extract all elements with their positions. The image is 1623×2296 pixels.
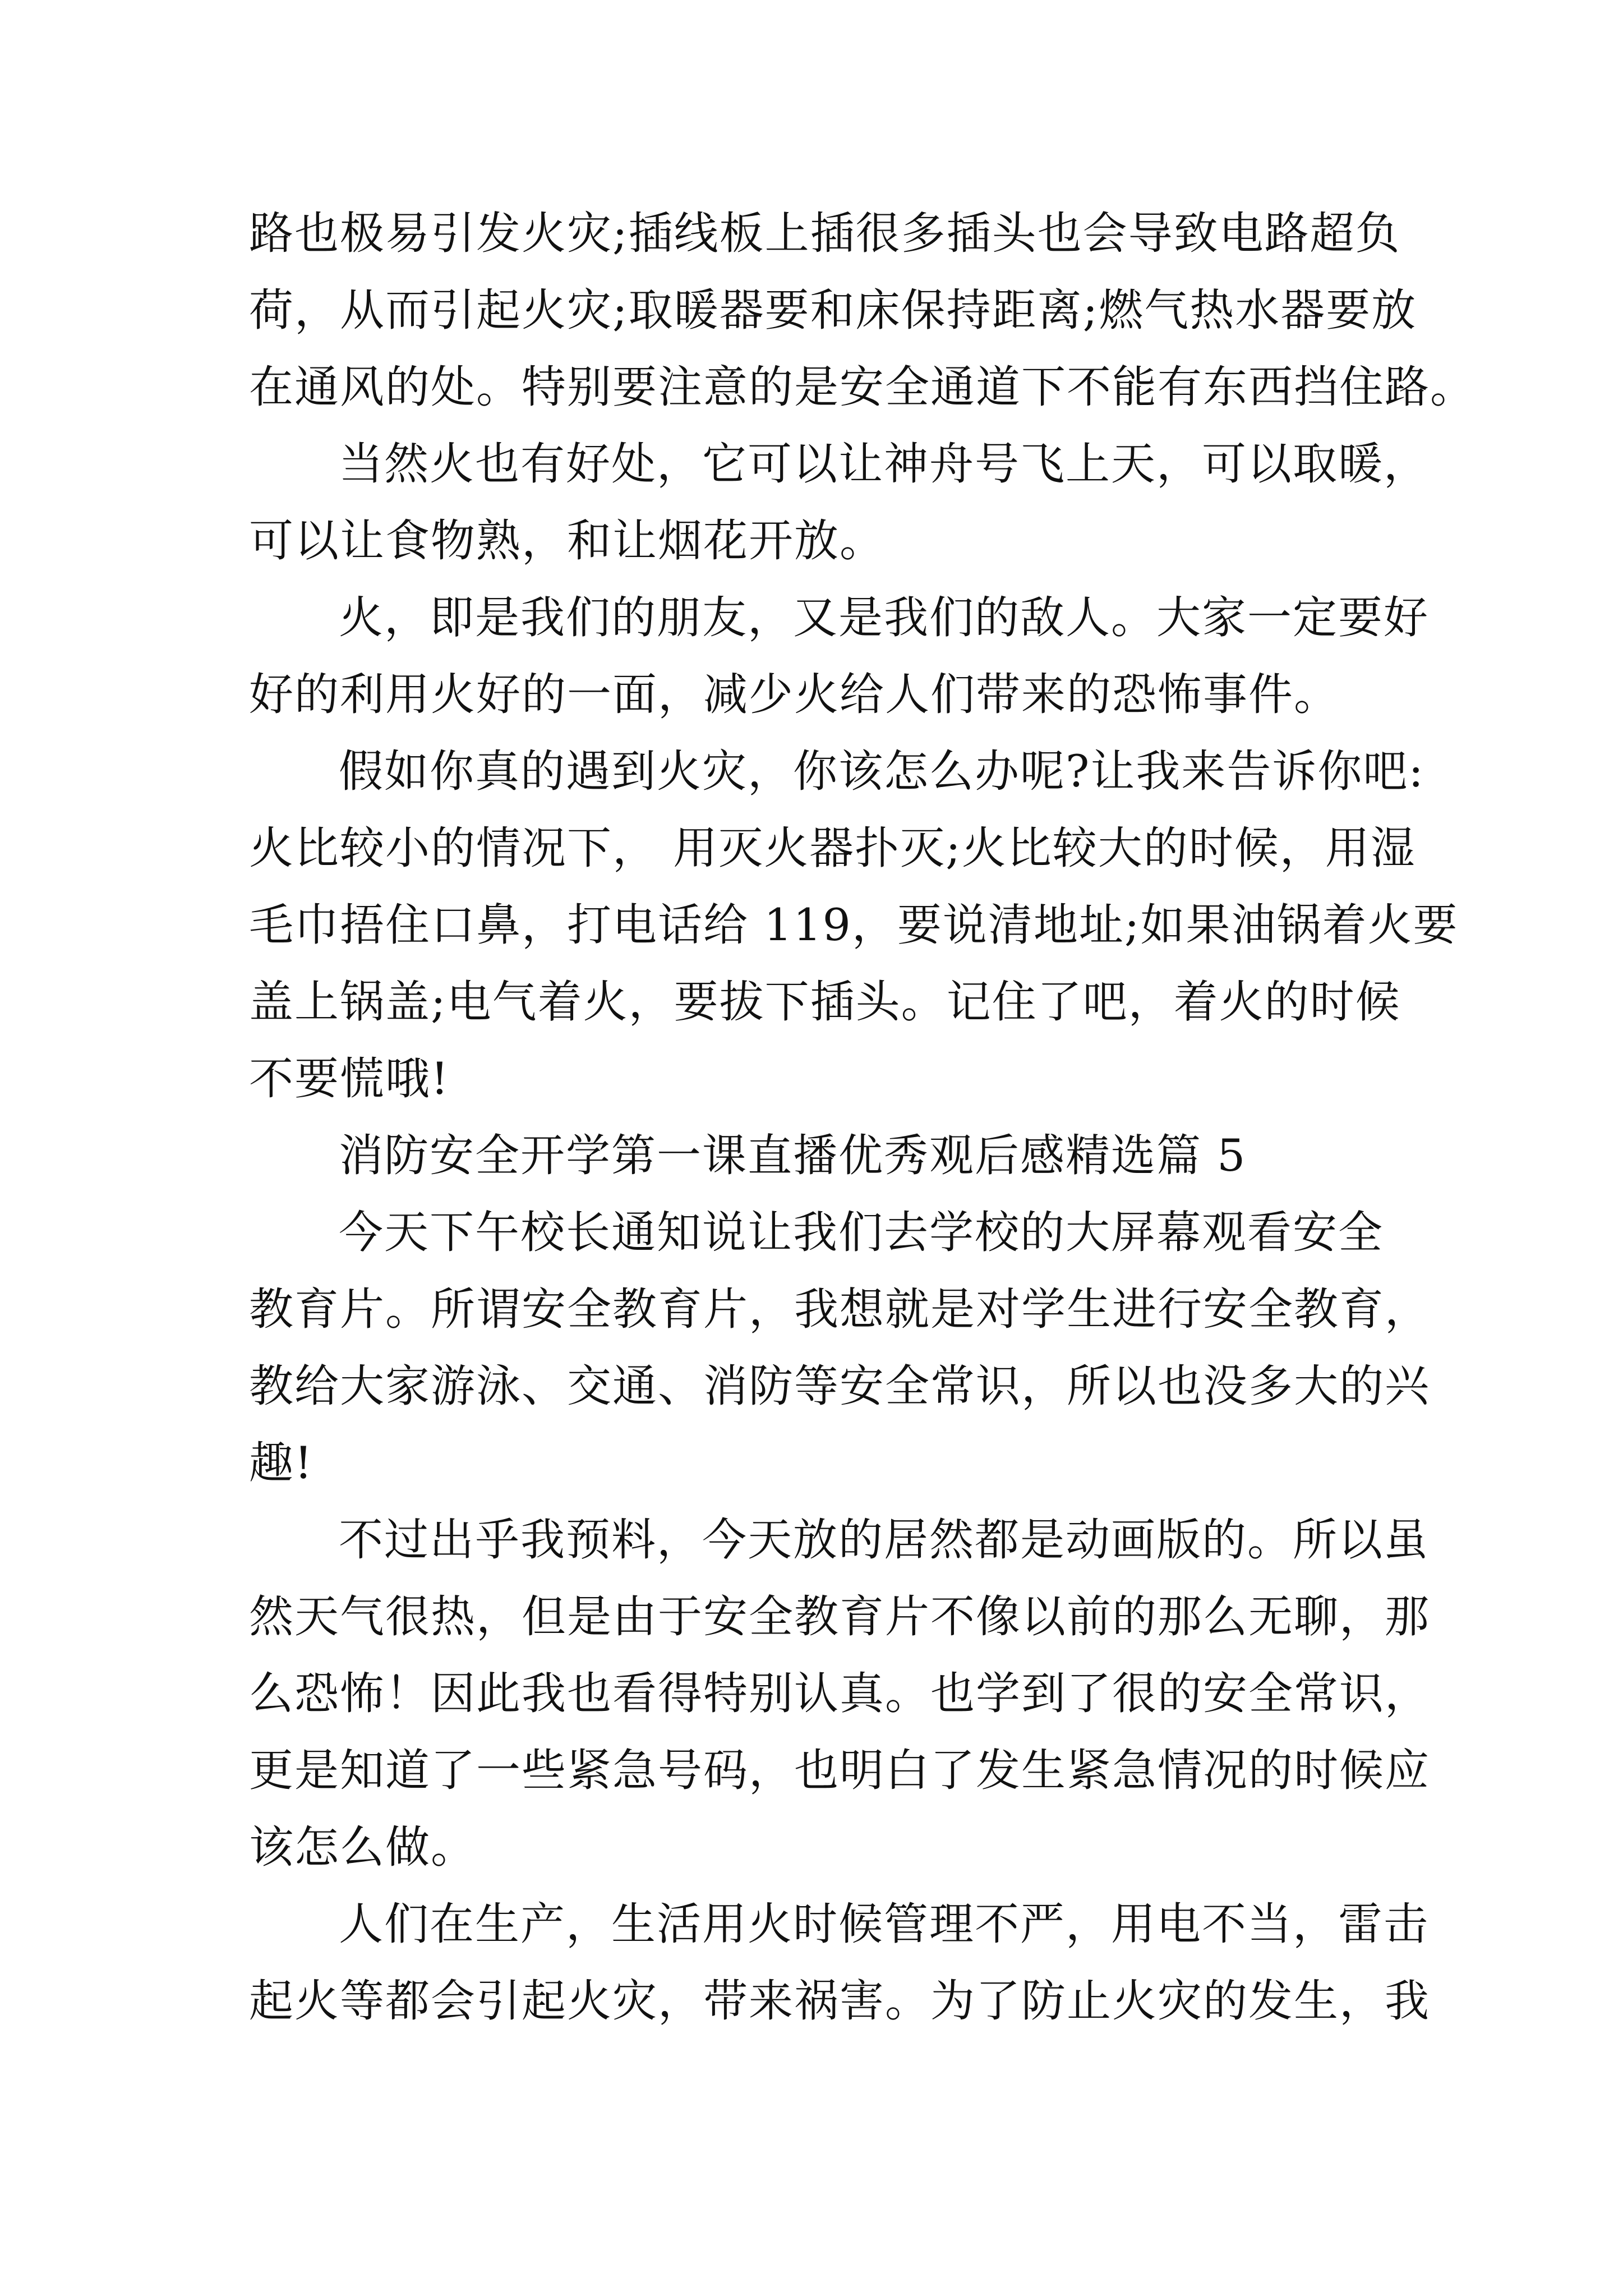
paragraph-start-line: 人们在生产，生活用火时候管理不严，用电不当，雷击 — [339, 1898, 1429, 1950]
text-line: 在通风的处。特别要注意的是安全通道下不能有东西挡住路。 — [249, 361, 1476, 413]
text-line: 可以让食物熟，和让烟花开放。 — [249, 515, 885, 567]
text-line: 毛巾捂住口鼻，打电话给 119，要说清地址;如果油锅着火要 — [249, 899, 1459, 951]
text-line: 该怎么做。 — [249, 1821, 476, 1873]
text-line: 然天气很热，但是由于安全教育片不像以前的那么无聊，那 — [249, 1591, 1430, 1642]
text-line: 教育片。所谓安全教育片，我想就是对学生进行安全教育， — [249, 1283, 1430, 1335]
paragraph-start-line: 当然火也有好处，它可以让神舟号飞上天，可以取暖， — [339, 438, 1429, 490]
text-line: 趣! — [249, 1437, 313, 1489]
paragraph-start-line: 不过出乎我预料，今天放的居然都是动画版的。所以虽 — [339, 1514, 1429, 1566]
paragraph-start-line: 假如你真的遇到火灾，你该怎么办呢?让我来告诉你吧: — [339, 746, 1424, 797]
paragraph-start-line: 今天下午校长通知说让我们去学校的大屏幕观看安全 — [339, 1207, 1384, 1258]
text-line: 更是知道了一些紧急号码，也明白了发生紧急情况的时候应 — [249, 1745, 1430, 1796]
text-line: 么恐怖！因此我也看得特别认真。也学到了很的安全常识， — [249, 1668, 1430, 1719]
text-line: 盖上锅盖;电气着火，要拔下插头。记住了吧，着火的时候 — [249, 976, 1401, 1028]
paragraph-start-line: 火，即是我们的朋友，又是我们的敌人。大家一定要好 — [339, 592, 1429, 643]
text-line: 荷，从而引起火灾;取暖器要和床保持距离;燃气热水器要放 — [249, 284, 1417, 336]
text-line: 路也极易引发火灾;插线板上插很多插头也会导致电路超负 — [249, 208, 1401, 259]
text-line: 好的利用火好的一面，减少火给人们带来的恐怖事件。 — [249, 669, 1339, 720]
text-line: 起火等都会引起火灾，带来祸害。为了防止火灾的发生，我 — [249, 1975, 1430, 2027]
text-line: 教给大家游泳、交通、消防等安全常识，所以也没多大的兴 — [249, 1360, 1430, 1412]
section-heading: 消防安全开学第一课直播优秀观后感精选篇 5 — [339, 1130, 1247, 1181]
text-line: 火比较小的情况下， 用灭火器扑灭;火比较大的时候，用湿 — [249, 822, 1416, 874]
document-body — [249, 195, 1476, 2040]
text-line: 不要慌哦! — [249, 1053, 450, 1105]
